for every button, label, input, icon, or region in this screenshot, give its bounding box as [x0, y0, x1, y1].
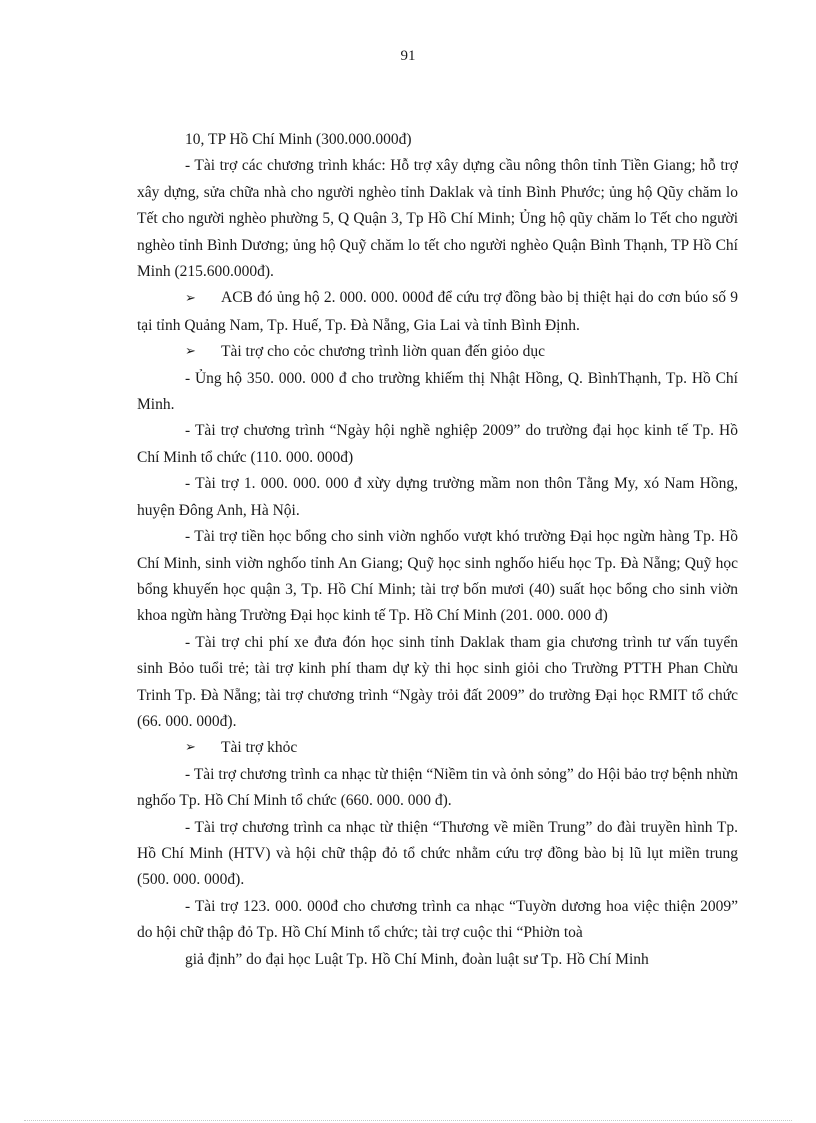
paragraph-text: Tài trợ cho cỏc chương trình liờn quan đến giỏo dục	[221, 343, 545, 361]
paragraph-text: Tài trợ khỏc	[221, 739, 298, 757]
paragraph: - Tài trợ chương trình ca nhạc từ thiện “Niềm tin và ỏnh sỏng” do Hội bảo trợ bệnh nhừn nghốo Tp. Hồ Chí Minh tổ chức (660. 000. 000 đ).	[137, 765, 738, 810]
paragraph: - Tài trợ các chương trình khác: Hỗ trợ xây dựng cầu nông thôn tỉnh Tiền Giang; hỗ trợ xây dựng, sửa chữa nhà cho người nghèo tỉnh Daklak và tỉnh Bình Phước; ủng hộ Qũy chăm lo Tết cho người nghèo phường 5, Q Quận 3, Tp Hồ Chí Minh; Ủng hộ qũy chăm lo Tết cho người nghèo tỉnh Bình Dương; ủng hộ Quỹ chăm lo tết cho người nghèo Quận Bình Thạnh, TP Hồ Chí Minh (215.600.000đ).	[137, 157, 738, 281]
page-number: 91	[400, 48, 416, 64]
paragraph: - Tài trợ chương trình ca nhạc từ thiện “Thương về miền Trung” do đài truyền hình Tp. Hồ Chí Minh (HTV) và hội chữ thập đỏ tổ chức nhằm cứu trợ đồng bào bị lũ lụt miền trung (500. 000. 000đ).	[137, 818, 738, 889]
arrow-bullet-icon: ➢	[185, 740, 196, 756]
paragraph: giả định” do đại học Luật Tp. Hồ Chí Minh, đoàn luật sư Tp. Hồ Chí Minh	[185, 950, 649, 968]
bullet-paragraph	[137, 285, 738, 339]
paragraph: - Tài trợ chương trình “Ngày hội nghề nghiệp 2009” do trường đại học kinh tế Tp. Hồ Chí Minh tổ chức (110. 000. 000đ)	[137, 422, 738, 466]
paragraph: - Tài trợ chi phí xe đưa đón học sinh tỉnh Daklak tham gia chương trình tư vấn tuyển sinh Bỏo tuổi trẻ; tài trợ kinh phí tham dự kỳ thi học sinh giỏi cho Trường PTTH Phan Chừu Trinh Tp. Đà Nẵng; tài trợ chương trình “Ngày trỏi đất 2009” do trường Đại học RMIT tổ chức (66. 000. 000đ).	[137, 633, 738, 730]
bullet-heading	[137, 735, 738, 761]
paragraph: - Tài trợ tiền học bổng cho sinh viờn nghốo vượt khó trường Đại học ngừn hàng Tp. Hồ Chí Minh, sinh viờn nghốo tỉnh An Giang; Quỹ học sinh nghốo hiếu học Tp. Đà Nẵng; Quỹ học bổng khuyến học quận 3, Tp. Hồ Chí Minh; tài trợ bốn mươi (40) suất học bổng cho sinh viờn khoa ngừn hàng Trường Đại học kinh tế Tp. Hồ Chí Minh (201. 000. 000 đ)	[137, 528, 738, 625]
paragraph: - Ủng hộ 350. 000. 000 đ cho trường khiếm thị Nhật Hồng, Q. BìnhThạnh, Tp. Hồ Chí Minh.	[137, 369, 738, 414]
bullet-heading	[137, 339, 738, 365]
paragraph-text: ACB đó ủng hộ 2. 000. 000. 000đ để cứu trợ đồng bào bị thiệt hại do cơn búo số 9 tại tỉnh Quảng Nam, Tp. Huế, Tp. Đà Nẵng, Gia Lai và tỉnh Bình Định.	[137, 289, 738, 334]
paragraph: - Tài trợ 123. 000. 000đ cho chương trình ca nhạc “Tuyờn dương hoa việc thiện 2009” do hội chữ thập đỏ Tp. Hồ Chí Minh tổ chức; tài trợ cuộc thi “Phiờn toà	[137, 897, 738, 942]
paragraph: 10, TP Hồ Chí Minh (300.000.000đ)	[185, 131, 412, 148]
arrow-bullet-icon: ➢	[185, 344, 196, 360]
arrow-bullet-icon: ➢	[185, 291, 196, 307]
page-bottom-divider	[24, 1120, 792, 1121]
paragraph: - Tài trợ 1. 000. 000. 000 đ xừy dựng trường mầm non thôn Tằng My, xó Nam Hồng, huyện Đông Anh, Hà Nội.	[137, 475, 738, 519]
document-body	[137, 127, 738, 973]
